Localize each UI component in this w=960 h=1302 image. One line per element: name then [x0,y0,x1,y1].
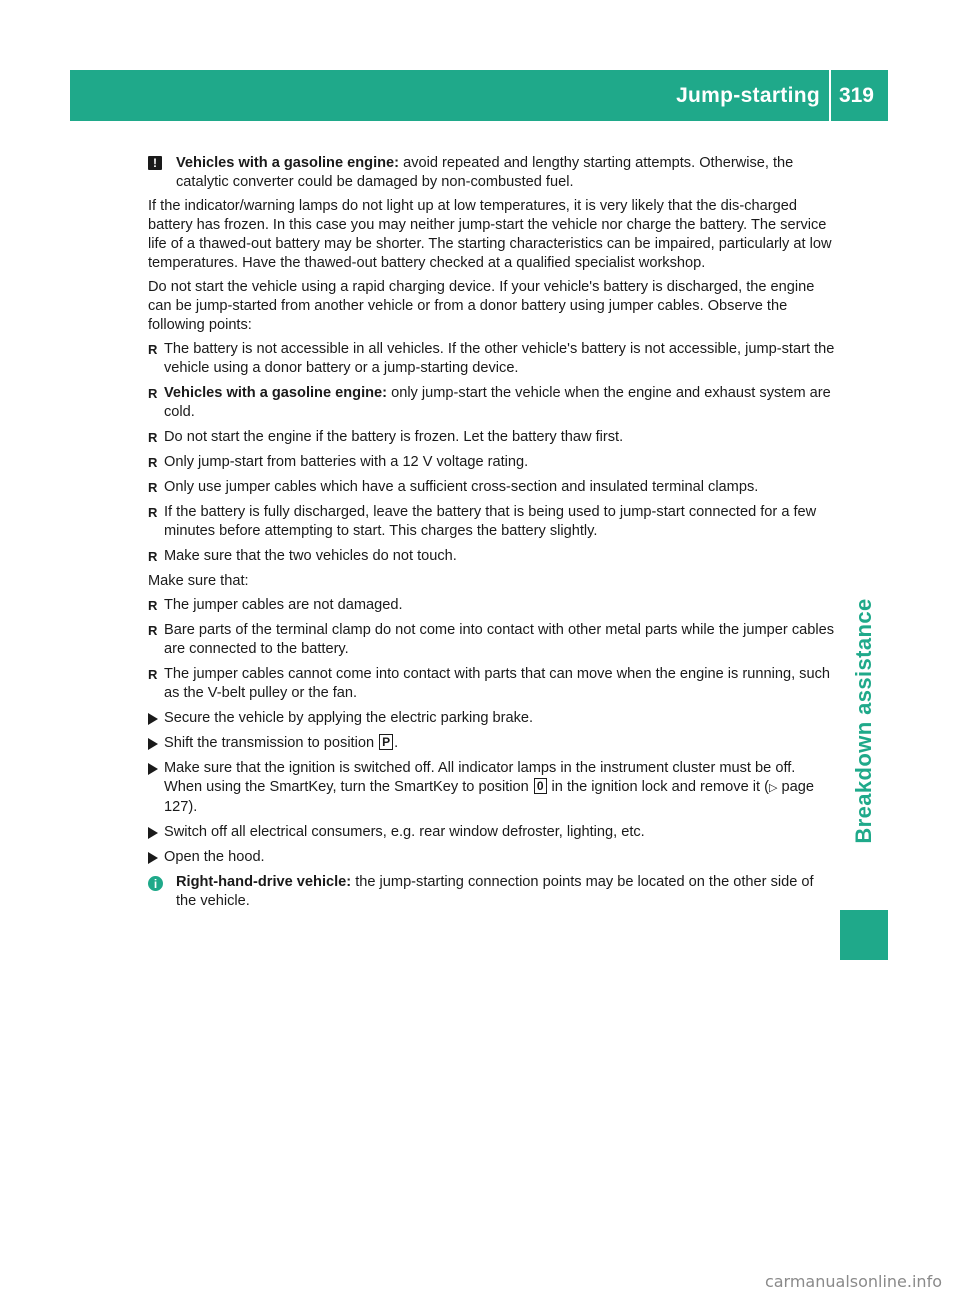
warning-note-body: avoid repeated and lengthy starting attempts. Otherwise, the catalytic converter could be damaged by non-combusted fuel. [176,155,794,190]
step-arrow-icon [148,713,158,725]
step-item: Secure the vehicle by applying the electric parking brake. [148,709,836,728]
main-content [148,154,836,916]
points-list [148,340,836,566]
cable-checks-list [148,596,836,703]
paragraph-jump-start: Do not start the vehicle using a rapid charging device. If your vehicle's battery is discharged, the engine can be jump-started from another vehicle or from a donor battery using jumper cables. Observe the following points: [148,279,815,333]
warning-note-lead: Vehicles with a gasoline engine: [176,155,400,171]
list-item: R Only jump-start from batteries with a 12 V voltage rating. [148,453,836,472]
watermark: carmanualsonline.info [764,1272,942,1291]
info-note-text [164,873,836,911]
page-title: Jump-starting [676,84,820,107]
list-item: R The battery is not accessible in all vehicles. If the other vehicle's battery is not accessible, jump-start the vehicle using a donor battery or a jump-starting device. [148,340,836,378]
paragraph-frozen-battery: If the indicator/warning lamps do not light up at low temperatures, it is very likely that the dis-charged battery has frozen. In this case you may neither jump-start the vehicle nor charge the battery. The service life of a thawed-out battery may be shorter. The starting characteristics can be impaired, particularly at low temperatures. Have the thawed-out battery checked at a qualified specialist workshop. [148,198,832,271]
step-item: Shift the transmission to position P . [148,734,836,753]
section-tab-marker [840,910,888,960]
list-item: R Do not start the engine if the battery is frozen. Let the battery thaw first. [148,428,836,447]
list-item: R Make sure that the two vehicles do not touch. [148,547,836,566]
step-item: Open the hood. [148,848,836,867]
info-note-lead: Right-hand-drive vehicle: [176,874,352,890]
step-arrow-icon [148,763,158,775]
key-position-symbol: 0 [534,778,547,794]
info-note-body: the jump-starting connection points may be located on the other side of the vehicle. [176,874,814,909]
paragraph-make-sure: Make sure that: [148,573,249,589]
warning-note-text [164,154,836,192]
step-arrow-icon [148,738,158,750]
info-note [148,873,836,911]
header-divider [829,70,831,121]
header-bar [70,70,888,121]
list-item: R If the battery is fully discharged, leave the battery that is being used to jump-start connected for a few minutes before attempting to start. This charges the battery slightly. [148,503,836,541]
step-item: Make sure that the ignition is switched off. All indicator lamps in the instrument cluster must be off. When using the SmartKey, turn the SmartKey to position 0 in the ignition lock and remove it (▷ page 127). [148,759,836,817]
warning-note [148,154,836,192]
park-position-symbol: P [379,734,393,750]
step-arrow-icon [148,827,158,839]
page-reference-icon: ▷ [768,782,778,794]
page-reference-link[interactable]: page 127). [164,779,814,815]
list-item: R Vehicles with a gasoline engine: only jump-start the vehicle when the engine and exhaust system are cold. [148,384,836,422]
section-tab-label: Breakdown assistance [851,598,876,844]
step-item: Switch off all electrical consumers, e.g. rear window defroster, lighting, etc. [148,823,836,842]
warning-icon: ! [148,156,162,170]
list-item: R Bare parts of the terminal clamp do not come into contact with other metal parts while the jumper cables are connected to the battery. [148,621,836,659]
info-icon: i [148,876,163,891]
list-item: R Only use jumper cables which have a sufficient cross-section and insulated terminal clamps. [148,478,836,497]
step-arrow-icon [148,852,158,864]
list-item: R The jumper cables are not damaged. [148,596,836,615]
page-number: 319 [838,84,874,107]
list-item: R The jumper cables cannot come into contact with parts that can move when the engine is running, such as the V-belt pulley or the fan. [148,665,836,703]
